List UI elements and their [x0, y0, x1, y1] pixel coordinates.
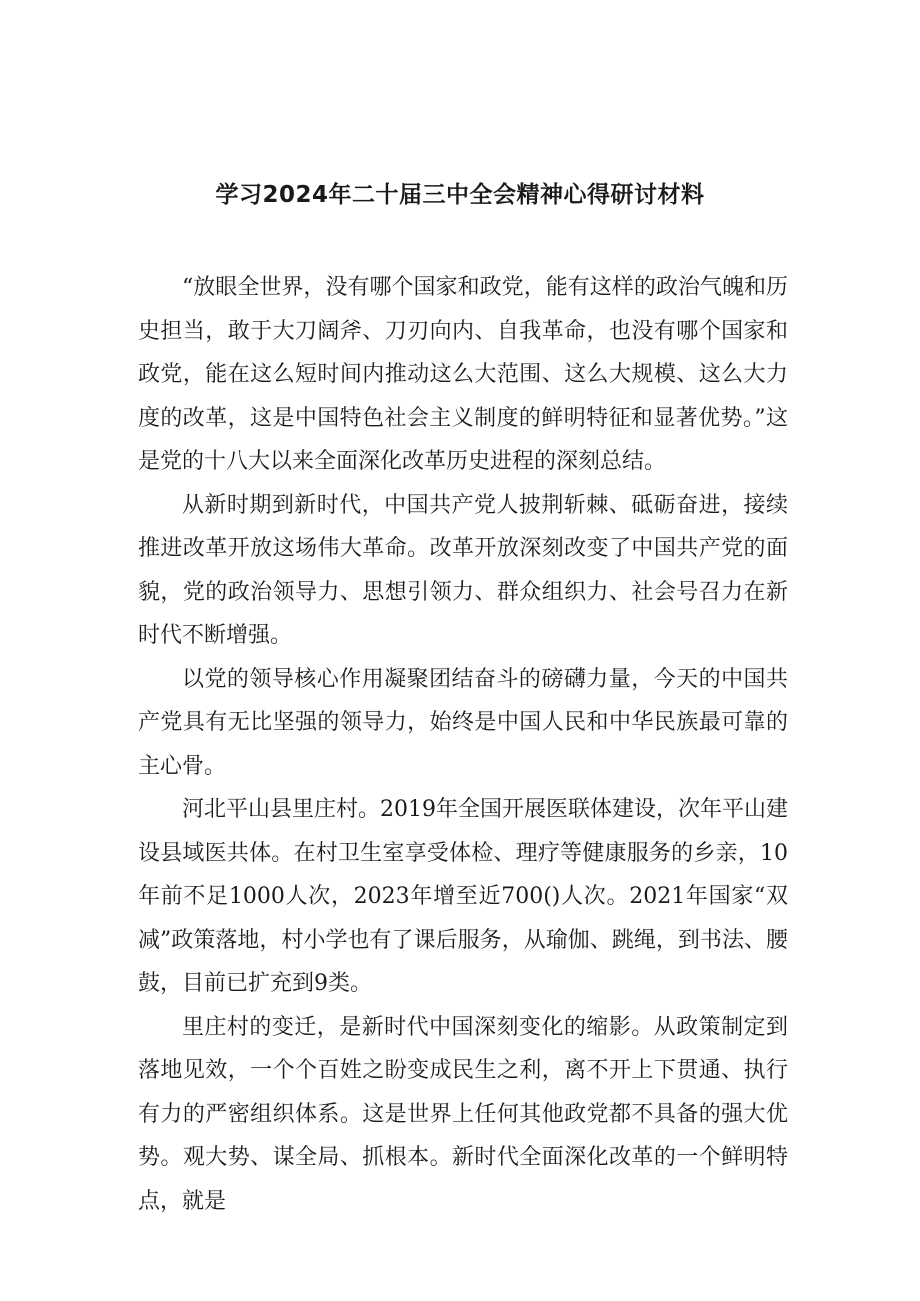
document-body — [138, 266, 788, 1223]
document-title: 学习2024年二十届三中全会精神心得研讨材料 — [215, 182, 705, 208]
paragraph: 河北平山县里庄村。2019年全国开展医联体建设，次年平山建设县域医共体。在村卫生室享受体检、理疗等健康服务的乡亲，10年前不足1000人次，2023年增至近700()人次。2021年国家“双减”政策落地，村小学也有了课后服务，从瑜伽、跳绳，到书法、腰鼓，目前已扩充到9类。 — [138, 797, 788, 996]
paragraph: 以党的领导核心作用凝聚团结奋斗的磅礴力量，今天的中国共产党具有无比坚强的领导力，始终是中国人民和中华民族最可靠的主心骨。 — [138, 666, 788, 779]
paragraph: “放眼全世界，没有哪个国家和政党，能有这样的政治气魄和历史担当，敢于大刀阔斧、刀刃向内、自我革命，也没有哪个国家和政党，能在这么短时间内推动这么大范围、这么大规模、这么大力度的改革，这是中国特色社会主义制度的鲜明特征和显著优势。”这是党的十八大以来全面深化改革历史进程的深刻总结。 — [138, 275, 788, 474]
paragraph: 从新时期到新时代，中国共产党人披荆斩棘、砥砺奋进，接续推进改革开放这场伟大革命。改革开放深刻改变了中国共产党的面貌，党的政治领导力、思想引领力、群众组织力、社会号召力在新时代不断增强。 — [138, 492, 788, 648]
paragraph: 里庄村的变迁，是新时代中国深刻变化的缩影。从政策制定到落地见效，一个个百姓之盼变成民生之利，离不开上下贯通、执行有力的严密组织体系。这是世界上任何其他政党都不具备的强大优势。观大势、谋全局、抓根本。新时代全面深化改革的一个鲜明特点，就是 — [138, 1014, 788, 1214]
